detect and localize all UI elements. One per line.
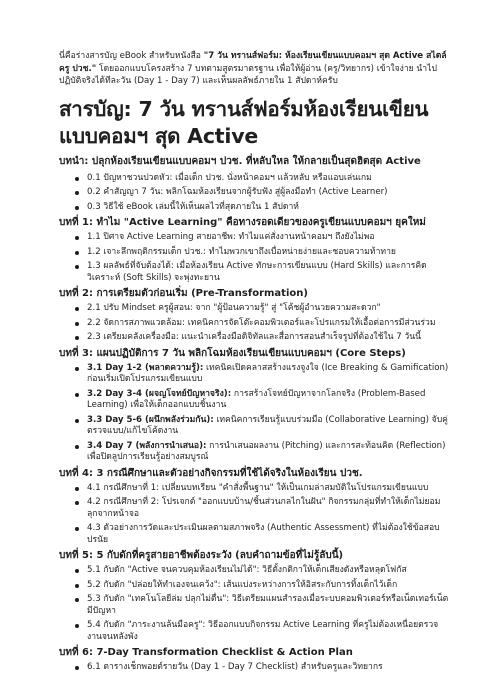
- list-item-text: การนำเสนอผลงาน (Pitching) และการสะท้อนคิด (Reflection) เพื่อปิดลูปการเรียนรู้อย่างสมบูรณ์: [87, 440, 446, 462]
- list-item-text: 4.1 กรณีศึกษาที่ 1: เปลี่ยนบทเรียน "คำสั่งพื้นฐาน" ให้เป็นเกมล่าสมบัติในโปรแกรมเขียนแบบ: [87, 482, 429, 493]
- list-item-text: 2.1 ปรับ Mindset ครูผู้สอน: จาก "ผู้ป้อนความรู้" สู่ "โค้ชผู้อำนวยความสะดวก": [87, 303, 381, 313]
- list-item-text: 2.3 เตรียมคลังเครื่องมือ: แนะนำเครื่องมือดิจิทัลและสื่อการสอนสำเร็จรูปที่ต้องใช้ใน 7 วันนี้: [87, 332, 422, 342]
- list-item-text: 2.2 จัดการสภาพแวดล้อม: เทคนิคการจัดโต๊ะคอมพิวเตอร์และโปรแกรมให้เอื้อต่อการมีส่วนร่วม: [87, 317, 436, 328]
- chapter-item-list: [59, 565, 450, 643]
- list-item: [87, 247, 450, 259]
- chapters-container: [59, 216, 450, 674]
- chapter-heading: บทที่ 3: แผนปฏิบัติการ 7 วัน พลิกโฉมห้องเรียนเขียนแบบคอมฯ (Core Steps): [59, 347, 406, 359]
- list-item-text: 4.2 กรณีศึกษาที่ 2: โปรเจกต์ "ออกแบบบ้าน/ชิ้นส่วนกลไกในฝัน" กิจกรรมกลุ่มที่ทำให้เด็กไม่ยอมลุกจากหน้าจอ: [87, 497, 441, 519]
- list-item: [87, 232, 450, 244]
- list-item: [87, 565, 450, 577]
- chapter-heading: บทที่ 2: การเตรียมตัวก่อนเริ่ม (Pre-Transformation): [59, 288, 308, 299]
- list-item: [87, 497, 450, 520]
- list-item: [87, 662, 450, 674]
- chapter-item-list: [59, 483, 450, 547]
- list-item-text: การสร้างโจทย์ปัญหาจากโลกจริง (Problem-Based Learning) เพื่อให้เด็กออกแบบชิ้นงาน: [87, 388, 426, 410]
- list-item: 0.1 ปัญหาชวนปวดหัว: เมื่อเด็ก ปวช. นั่งหน้าคอมฯ แล้วหลับ หรือแอบเล่นเกม: [87, 173, 450, 185]
- list-item: [87, 389, 450, 412]
- list-item: [87, 303, 450, 315]
- intro-paragraph: [59, 50, 450, 88]
- list-item-text: 5.2 กับดัก "ปล่อยให้ทำเองจนเคว้ง": เส้นแบ่งระหว่างการให้อิสระกับการทิ้งเด็กไว้เด็ก: [87, 579, 398, 590]
- list-item-lead: 3.4 Day 7 (พลังการนำเสนอ):: [87, 440, 207, 451]
- list-item: [87, 594, 450, 617]
- list-item: [87, 415, 450, 438]
- list-item: 0.3 วิธีใช้ eBook เล่มนี้ให้เห็นผลไวที่สุดภายใน 1 สัปดาห์: [87, 202, 450, 214]
- intro-prefix: นี่คือร่างสารบัญ eBook สำหรับหนังสือ: [59, 51, 204, 61]
- chapter-item-list: [59, 662, 450, 674]
- chapter-heading: บทที่ 6: 7-Day Transformation Checklist & Action Plan: [59, 647, 353, 658]
- list-item-text: 1.3 ผลลัพธ์ที่จับต้องได้: เมื่อห้องเรียน Active ทักษะการเขียนแบบ (Hard Skills) และการคิดวิเคราะห์ (Soft Skills) จะพุ่งทะยาน: [87, 261, 427, 283]
- list-item: [87, 523, 450, 546]
- list-item-text: 6.1 ตารางเช็กพอยต์รายวัน (Day 1 - Day 7 Checklist) สำหรับครูและวิทยากร: [87, 662, 383, 672]
- list-item-text: 5.4 กับดัก "ภาระงานล้นมือครู": วิธีออกแบบกิจกรรม Active Learning ที่ครูไม่ต้องเหนื่อยตรวจงานจนหลังพัง: [87, 620, 439, 642]
- document-title: สารบัญ: 7 วัน ทรานส์ฟอร์มห้องเรียนเขียนแบบคอมฯ สุด Active: [59, 96, 429, 148]
- intro-book-title: "7 วัน ทรานส์ฟอร์ม: ห้องเรียนเขียนแบบคอมฯ สุด Active สไตล์ครู ปวช.": [59, 51, 447, 74]
- list-item: [87, 620, 450, 643]
- list-item-lead: 3.3 Day 5-6 (ผนึกพลังร่วมกัน):: [87, 414, 214, 425]
- list-item: [87, 332, 450, 344]
- chapter-heading: บทที่ 4: 3 กรณีศึกษาและตัวอย่างกิจกรรมที่ใช้ได้จริงในห้องเรียน ปวช.: [59, 467, 363, 479]
- list-item-text: 5.3 กับดัก "เทคโนโลยีล่ม ปลุกไม่ตื่น": วิธีเตรียมแผนสำรองเมื่อระบบคอมพิวเตอร์หรือเน็ตเทอร์เน็ตมีปัญหา: [87, 594, 449, 616]
- list-item: [87, 580, 450, 592]
- chapter-item-list: [59, 232, 450, 284]
- chapter-heading: บทที่ 5: 5 กับดักที่ครูสายอาชีพต้องระวัง (ลบคำถามข้อที่ไม่รู้ลับนี้): [59, 550, 344, 561]
- list-item: [87, 441, 450, 464]
- intro-chapter-heading: บทนำ: ปลุกห้องเรียนเขียนแบบคอมฯ ปวช. ที่หลับใหล ให้กลายเป็นสุดฮิตสุด Active: [59, 155, 421, 167]
- list-item-text: 5.1 กับดัก "Active จนควบคุมห้องเรียนไม่ได้": วิธีตั้งกติกาให้เด็กเสียงดังหรือหลุดโฟกัส: [87, 565, 407, 575]
- list-item-lead: 3.2 Day 3-4 (ผจญโจทย์ปัญหาจริง):: [87, 388, 232, 399]
- list-item-text: 4.3 ตัวอย่างการวัดและประเมินผลตามสภาพจริง (Authentic Assessment) ที่ไม่ต้องใช้ข้อสอบปรนัย: [87, 523, 440, 545]
- list-item: [87, 363, 450, 386]
- list-item-text: เทคนิคการเรียนรู้แบบร่วมมือ (Collaborative Learning) จับคู่ตรวจแบบ/แก้ไขโค้ดงาน: [87, 414, 448, 436]
- list-item-text: 1.1 ปิศาจ Active Learning สายอาชีพ: ทำไมแค่สั่งงานหน้าคอมฯ ถึงยังไม่พอ: [87, 232, 375, 242]
- list-item: [87, 318, 450, 330]
- list-item: [87, 483, 450, 495]
- list-item: 0.2 คำสัญญา 7 วัน: พลิกโฉมห้องเรียนจากผู้รับฟัง สู่ผู้ลงมือทำ (Active Learner): [87, 187, 450, 199]
- list-item-text: 1.2 เจาะลึกพฤติกรรมเด็ก ปวช.: ทำไมพวกเขาถึงเบื่อหน่ายง่ายและชอบความท้าทาย: [87, 246, 396, 257]
- list-item: [87, 261, 450, 284]
- chapter-item-list: [59, 303, 450, 344]
- list-item-lead: 3.1 Day 1-2 (พลาดความรู้):: [87, 362, 204, 373]
- intro-chapter-list: [59, 173, 450, 214]
- intro-suffix: โดยออกแบบโครงสร้าง 7 บทตามสูตรมาตรฐาน เพื่อให้ผู้อ่าน (ครู/วิทยากร) เข้าใจง่าย นำไปปฏิบัติจริงได้ทีละวัน (Day 1 - Day 7) และเห็นผลลัพธ์ภายใน 1 สัปดาห์ครับ: [59, 63, 437, 86]
- chapter-heading: บทที่ 1: ทำไม "Active Learning" คือทางรอดเดียวของครูเขียนแบบคอมฯ ยุคใหม่: [59, 217, 426, 228]
- chapter-item-list: [59, 363, 450, 464]
- list-item-text: เทคนิคเปิดคลาสสร้างแรงจูงใจ (Ice Breaking & Gamification) ก่อนเริ่มเปิดโปรแกรมเขียนแบบ: [87, 362, 449, 384]
